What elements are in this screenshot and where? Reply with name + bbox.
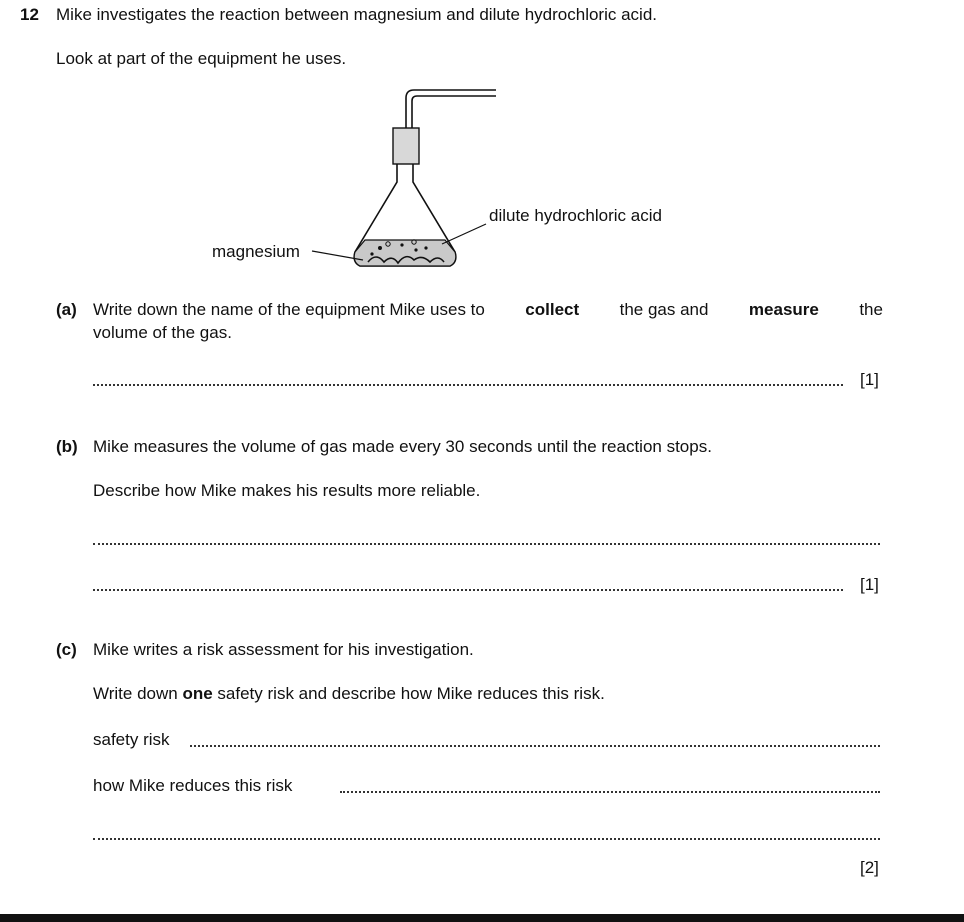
part-a-line1 — [93, 300, 883, 320]
answer-line-reduce-risk[interactable] — [340, 791, 880, 793]
reduce-risk-label: how Mike reduces this risk — [93, 776, 293, 795]
question-number: 12 — [20, 5, 39, 24]
acid-label-line — [442, 224, 486, 244]
part-a-label: (a) — [56, 300, 77, 319]
bung — [393, 128, 419, 164]
question-stem: Mike investigates the reaction between magnesium and dilute hydrochloric acid. — [56, 5, 657, 24]
marks-b: [1] — [860, 575, 879, 594]
label-acid: dilute hydrochloric acid — [489, 206, 662, 225]
part-c-text2-before: Write down — [93, 684, 178, 703]
part-b-label: (b) — [56, 437, 78, 456]
part-a-text-between: the gas and — [619, 300, 709, 319]
part-c-one: one — [182, 684, 213, 703]
answer-line-b1[interactable] — [93, 543, 880, 545]
part-c-text1: Mike writes a risk assessment for his investigation. — [93, 640, 474, 659]
answer-line-b2[interactable] — [93, 589, 843, 591]
page-bottom-border — [0, 914, 964, 922]
part-a-text-after: the — [859, 300, 883, 319]
answer-line-a[interactable] — [93, 384, 843, 386]
part-c-text2 — [93, 684, 605, 704]
acid-liquid — [354, 240, 456, 266]
answer-line-safety-risk[interactable] — [190, 745, 880, 747]
question-intro: Look at part of the equipment he uses. — [56, 49, 347, 68]
answer-line-c3[interactable] — [93, 838, 880, 840]
part-a-collect: collect — [525, 300, 580, 319]
part-c-label: (c) — [56, 640, 77, 659]
part-b-text1: Mike measures the volume of gas made every 30 seconds until the reaction stops. — [93, 437, 712, 456]
marks-c: [2] — [860, 858, 879, 877]
part-a-line2: volume of the gas. — [93, 323, 232, 342]
flask-diagram — [200, 84, 700, 284]
part-b-text2: Describe how Mike makes his results more reliable. — [93, 481, 481, 500]
part-a-text-before: Write down the name of the equipment Mike uses to — [93, 300, 485, 319]
part-c-text2-after: safety risk and describe how Mike reduces this risk. — [217, 684, 605, 703]
label-magnesium: magnesium — [212, 242, 300, 261]
part-a-measure: measure — [748, 300, 819, 319]
marks-a: [1] — [860, 370, 879, 389]
safety-risk-label: safety risk — [93, 730, 170, 749]
